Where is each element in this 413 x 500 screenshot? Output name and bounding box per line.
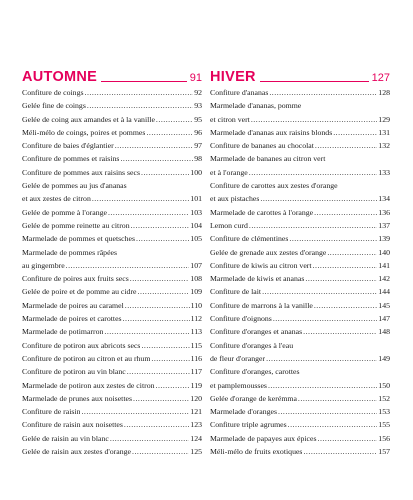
- toc-entry: [22, 379, 202, 392]
- toc-entry: [210, 152, 390, 165]
- toc-entry: [210, 299, 390, 312]
- entry-title: Marmelade de papayes aux épices: [210, 433, 317, 443]
- entry-title: Marmelade de pommes et quetsches: [22, 234, 136, 244]
- toc-entry: [22, 352, 202, 365]
- entry-page-number: 155: [378, 420, 390, 430]
- dot-leader: [305, 272, 377, 285]
- toc-entry: [210, 325, 390, 338]
- entry-page-number: 134: [378, 194, 390, 204]
- entry-title: Marmelade de kiwis et ananas: [210, 274, 305, 284]
- dot-leader: [314, 206, 377, 219]
- entry-page-number: 149: [378, 353, 390, 363]
- entry-title: Gelée fine de coings: [22, 101, 86, 111]
- entry-page-number: 141: [378, 260, 390, 270]
- entry-title: et aux zestes de citron: [22, 194, 91, 204]
- entry-title: Confiture de raisin: [22, 407, 81, 417]
- entry-title: Marmelade de potiron aux zestes de citron: [22, 380, 155, 390]
- toc-entry: [210, 272, 390, 285]
- dot-leader: [249, 219, 377, 232]
- toc-entry: [22, 432, 202, 445]
- dot-leader: [298, 392, 377, 405]
- entry-title: Confiture d'oranges, carottes: [210, 367, 300, 377]
- entry-title: et citron vert: [210, 114, 250, 124]
- entry-title: Confiture de bananes au chocolat: [210, 141, 314, 151]
- toc-entry: [22, 312, 202, 325]
- toc-entry: [22, 445, 202, 458]
- entry-title: Marmelade de pommes râpées: [22, 247, 118, 257]
- entry-page-number: 147: [378, 314, 390, 324]
- dot-leader: [151, 352, 189, 365]
- entry-title: Confiture de clémentines: [210, 234, 289, 244]
- toc-entry: [210, 192, 390, 205]
- dot-leader: [333, 126, 377, 139]
- entry-page-number: 128: [378, 88, 390, 97]
- entry-title: Confiture triple agrumes: [210, 420, 287, 430]
- toc-entry: [210, 312, 390, 325]
- entry-title: Gelée de raisin aux zestes d'orange: [22, 447, 131, 457]
- entry-title: Confiture de kiwis au citron vert: [210, 260, 312, 270]
- dot-leader: [81, 405, 189, 418]
- dot-leader: [87, 99, 193, 112]
- entry-title: Confiture de pommes et raisins: [22, 154, 120, 164]
- dot-leader: [132, 445, 189, 458]
- entry-list: [210, 86, 390, 458]
- toc-entry: [210, 445, 390, 458]
- entry-page-number: 139: [378, 234, 390, 244]
- toc-entry: [22, 192, 202, 205]
- toc-entry: [210, 259, 390, 272]
- entry-title: Marmelade de carottes à l'orange: [210, 207, 314, 217]
- toc-entry: [210, 432, 390, 445]
- entry-title: Confiture de coings: [22, 88, 84, 97]
- dot-leader: [138, 285, 190, 298]
- dot-leader: [156, 113, 193, 126]
- entry-page-number: 96: [194, 127, 202, 137]
- section-rule: [260, 81, 369, 82]
- toc-entry: [210, 113, 390, 126]
- entry-page-number: 103: [190, 207, 202, 217]
- toc-entry: [210, 206, 390, 219]
- entry-page-number: 119: [190, 380, 202, 390]
- dot-leader: [141, 339, 189, 352]
- entry-title: Gelée de raisin au vin blanc: [22, 433, 109, 443]
- entry-page-number: 150: [378, 380, 390, 390]
- dot-leader: [303, 325, 377, 338]
- entry-page-number: 93: [194, 101, 202, 111]
- dot-leader: [278, 405, 377, 418]
- toc-entry: [210, 352, 390, 365]
- entry-page-number: 108: [190, 274, 202, 284]
- dot-leader: [130, 272, 190, 285]
- entry-page-number: 140: [378, 247, 390, 257]
- toc-entry: [22, 152, 202, 165]
- entry-page-number: 137: [378, 220, 390, 230]
- entry-page-number: 101: [190, 194, 202, 204]
- entry-list: [22, 86, 202, 458]
- toc-entry: [22, 392, 202, 405]
- entry-page-number: 145: [378, 300, 390, 310]
- entry-page-number: 110: [190, 300, 202, 310]
- dot-leader: [131, 219, 190, 232]
- entry-title: Gelée de pomme reinette au citron: [22, 220, 130, 230]
- entry-title: Confiture d'oignons: [210, 314, 272, 324]
- dot-leader: [85, 86, 194, 99]
- entry-page-number: 116: [190, 353, 202, 363]
- dot-leader: [251, 113, 377, 126]
- dot-leader: [266, 352, 377, 365]
- dot-leader: [288, 418, 378, 431]
- toc-entry: [210, 365, 390, 378]
- dot-leader: [125, 299, 190, 312]
- dot-leader: [136, 232, 189, 245]
- dot-leader: [123, 312, 190, 325]
- toc-entry: [210, 166, 390, 179]
- section-page-number: 91: [189, 72, 202, 84]
- toc-entry: [210, 99, 390, 112]
- dot-leader: [249, 166, 378, 179]
- toc-entry: [22, 139, 202, 152]
- entry-title: Marmelade d'oranges: [210, 407, 278, 417]
- entry-page-number: 109: [190, 287, 202, 297]
- entry-page-number: 115: [190, 340, 202, 350]
- toc-entry: [210, 418, 390, 431]
- toc-entry: [22, 206, 202, 219]
- toc-entry: [210, 285, 390, 298]
- section-page-number: 127: [371, 72, 390, 84]
- toc-entry: [210, 379, 390, 392]
- dot-leader: [115, 139, 194, 152]
- entry-title: Gelée d'orange de kerémma: [210, 393, 297, 403]
- entry-title: de fleur d'oranger: [210, 353, 266, 363]
- entry-page-number: 153: [378, 407, 390, 417]
- dot-leader: [315, 139, 377, 152]
- toc-entry: [22, 166, 202, 179]
- dot-leader: [314, 299, 377, 312]
- entry-title: Gelée de pomme à l'orange: [22, 207, 107, 217]
- dot-leader: [124, 418, 189, 431]
- dot-leader: [327, 246, 377, 259]
- entry-title: Confiture d'oranges à l'eau: [210, 340, 294, 350]
- entry-title: au gingembre: [22, 260, 65, 270]
- entry-title: Confiture de potiron aux abricots secs: [22, 340, 141, 350]
- entry-page-number: 136: [378, 207, 390, 217]
- toc-entry: [210, 126, 390, 139]
- entry-page-number: 144: [378, 287, 390, 297]
- dot-leader: [260, 192, 377, 205]
- entry-page-number: 104: [190, 220, 202, 230]
- entry-page-number: 97: [194, 141, 202, 151]
- section-hiver: [210, 70, 390, 458]
- dot-leader: [66, 259, 190, 272]
- dot-leader: [108, 206, 189, 219]
- section-header: [22, 70, 202, 84]
- entry-page-number: 121: [190, 407, 202, 417]
- entry-page-number: 120: [190, 393, 202, 403]
- toc-entry: [22, 86, 202, 99]
- entry-title: Gelée de poire et de pomme au cidre: [22, 287, 137, 297]
- entry-page-number: 129: [378, 114, 390, 124]
- toc-entry: [210, 339, 390, 352]
- toc-entry: [22, 219, 202, 232]
- toc-entry: [210, 392, 390, 405]
- entry-title: Marmelade d'ananas aux raisins blonds: [210, 127, 333, 137]
- entry-page-number: 125: [190, 447, 202, 457]
- entry-page-number: 124: [190, 433, 202, 443]
- entry-title: Confiture d'oranges et ananas: [210, 327, 303, 337]
- dot-leader: [303, 445, 377, 458]
- entry-title: Méli-mélo de fruits exotiques: [210, 447, 303, 457]
- dot-leader: [269, 86, 377, 99]
- toc-entry: [210, 405, 390, 418]
- entry-page-number: 98: [194, 154, 202, 164]
- entry-title: Gelée de grenade aux zestes d'orange: [210, 247, 327, 257]
- entry-page-number: 123: [190, 420, 202, 430]
- dot-leader: [104, 325, 189, 338]
- entry-title: Marmelade d'ananas, pomme: [210, 101, 302, 111]
- entry-page-number: 133: [378, 167, 390, 177]
- dot-leader: [133, 392, 189, 405]
- toc-entry: [210, 232, 390, 245]
- entry-title: Confiture d'ananas: [210, 88, 269, 97]
- dot-leader: [146, 126, 193, 139]
- entry-page-number: 117: [190, 367, 202, 377]
- toc-entry: [210, 219, 390, 232]
- toc-entry: [22, 179, 202, 192]
- dot-leader: [156, 379, 190, 392]
- section-title: HIVER: [210, 69, 256, 85]
- entry-title: Gelée de coing aux amandes et à la vanille: [22, 114, 155, 124]
- entry-page-number: 92: [194, 88, 202, 97]
- entry-page-number: 157: [378, 447, 390, 457]
- toc-entry: [22, 232, 202, 245]
- entry-page-number: 105: [190, 234, 202, 244]
- dot-leader: [289, 232, 377, 245]
- dot-leader: [318, 432, 378, 445]
- entry-page-number: 100: [190, 167, 202, 177]
- entry-title: Marmelade de poires au caramel: [22, 300, 124, 310]
- entry-page-number: 113: [190, 327, 202, 337]
- section-automne: [22, 70, 202, 458]
- toc-entry: [22, 246, 202, 259]
- toc-entry: [22, 113, 202, 126]
- dot-leader: [268, 379, 377, 392]
- toc-entry: [22, 259, 202, 272]
- dot-leader: [110, 432, 189, 445]
- toc-entry: [210, 179, 390, 192]
- entry-title: Marmelade de bananes au citron vert: [210, 154, 326, 164]
- toc-entry: [22, 272, 202, 285]
- entry-title: Méli-mélo de coings, poires et pommes: [22, 127, 146, 137]
- entry-page-number: 148: [378, 327, 390, 337]
- entry-title: Marmelade de prunes aux noisettes: [22, 393, 132, 403]
- toc-entry: [22, 418, 202, 431]
- toc-entry: [22, 339, 202, 352]
- entry-page-number: 112: [190, 314, 202, 324]
- entry-title: Gelée de pommes au jus d'ananas: [22, 181, 127, 191]
- entry-title: Confiture de baies d'églantier: [22, 141, 114, 151]
- dot-leader: [273, 312, 377, 325]
- section-rule: [101, 81, 187, 82]
- toc-entry: [22, 285, 202, 298]
- section-header: [210, 70, 390, 84]
- entry-page-number: 142: [378, 274, 390, 284]
- toc-entry: [210, 246, 390, 259]
- entry-page-number: 132: [378, 141, 390, 151]
- entry-title: Confiture de marrons à la vanille: [210, 300, 313, 310]
- entry-page-number: 131: [378, 127, 390, 137]
- entry-title: et aux pistaches: [210, 194, 260, 204]
- entry-page-number: 107: [190, 260, 202, 270]
- entry-title: Marmelade de potimarron: [22, 327, 104, 337]
- toc-entry: [210, 86, 390, 99]
- toc-entry: [22, 299, 202, 312]
- toc-entry: [210, 139, 390, 152]
- entry-title: Confiture de potiron au vin blanc: [22, 367, 126, 377]
- entry-title: Confiture de potiron au citron et au rhum: [22, 353, 151, 363]
- dot-leader: [141, 166, 189, 179]
- entry-title: Marmelade de poires et carottes: [22, 314, 122, 324]
- entry-title: Confiture de raisin aux noisettes: [22, 420, 123, 430]
- dot-leader: [127, 365, 190, 378]
- entry-title: Confiture de pommes aux raisins secs: [22, 167, 141, 177]
- entry-page-number: 95: [194, 114, 202, 124]
- entry-title: Lemon curd: [210, 220, 248, 230]
- entry-title: Confiture de poires aux fruits secs: [22, 274, 129, 284]
- dot-leader: [92, 192, 189, 205]
- toc-entry: [22, 365, 202, 378]
- dot-leader: [313, 259, 378, 272]
- toc-entry: [22, 325, 202, 338]
- entry-page-number: 152: [378, 393, 390, 403]
- dot-leader: [262, 285, 377, 298]
- entry-page-number: 156: [378, 433, 390, 443]
- toc-entry: [22, 405, 202, 418]
- entry-title: Confiture de lait: [210, 287, 262, 297]
- entry-title: et pamplemousses: [210, 380, 267, 390]
- toc-entry: [22, 126, 202, 139]
- toc-entry: [22, 99, 202, 112]
- section-title: AUTOMNE: [22, 69, 98, 85]
- entry-title: Confiture de carottes aux zestes d'orange: [210, 181, 338, 191]
- dot-leader: [120, 152, 193, 165]
- entry-title: et à l'orange: [210, 167, 248, 177]
